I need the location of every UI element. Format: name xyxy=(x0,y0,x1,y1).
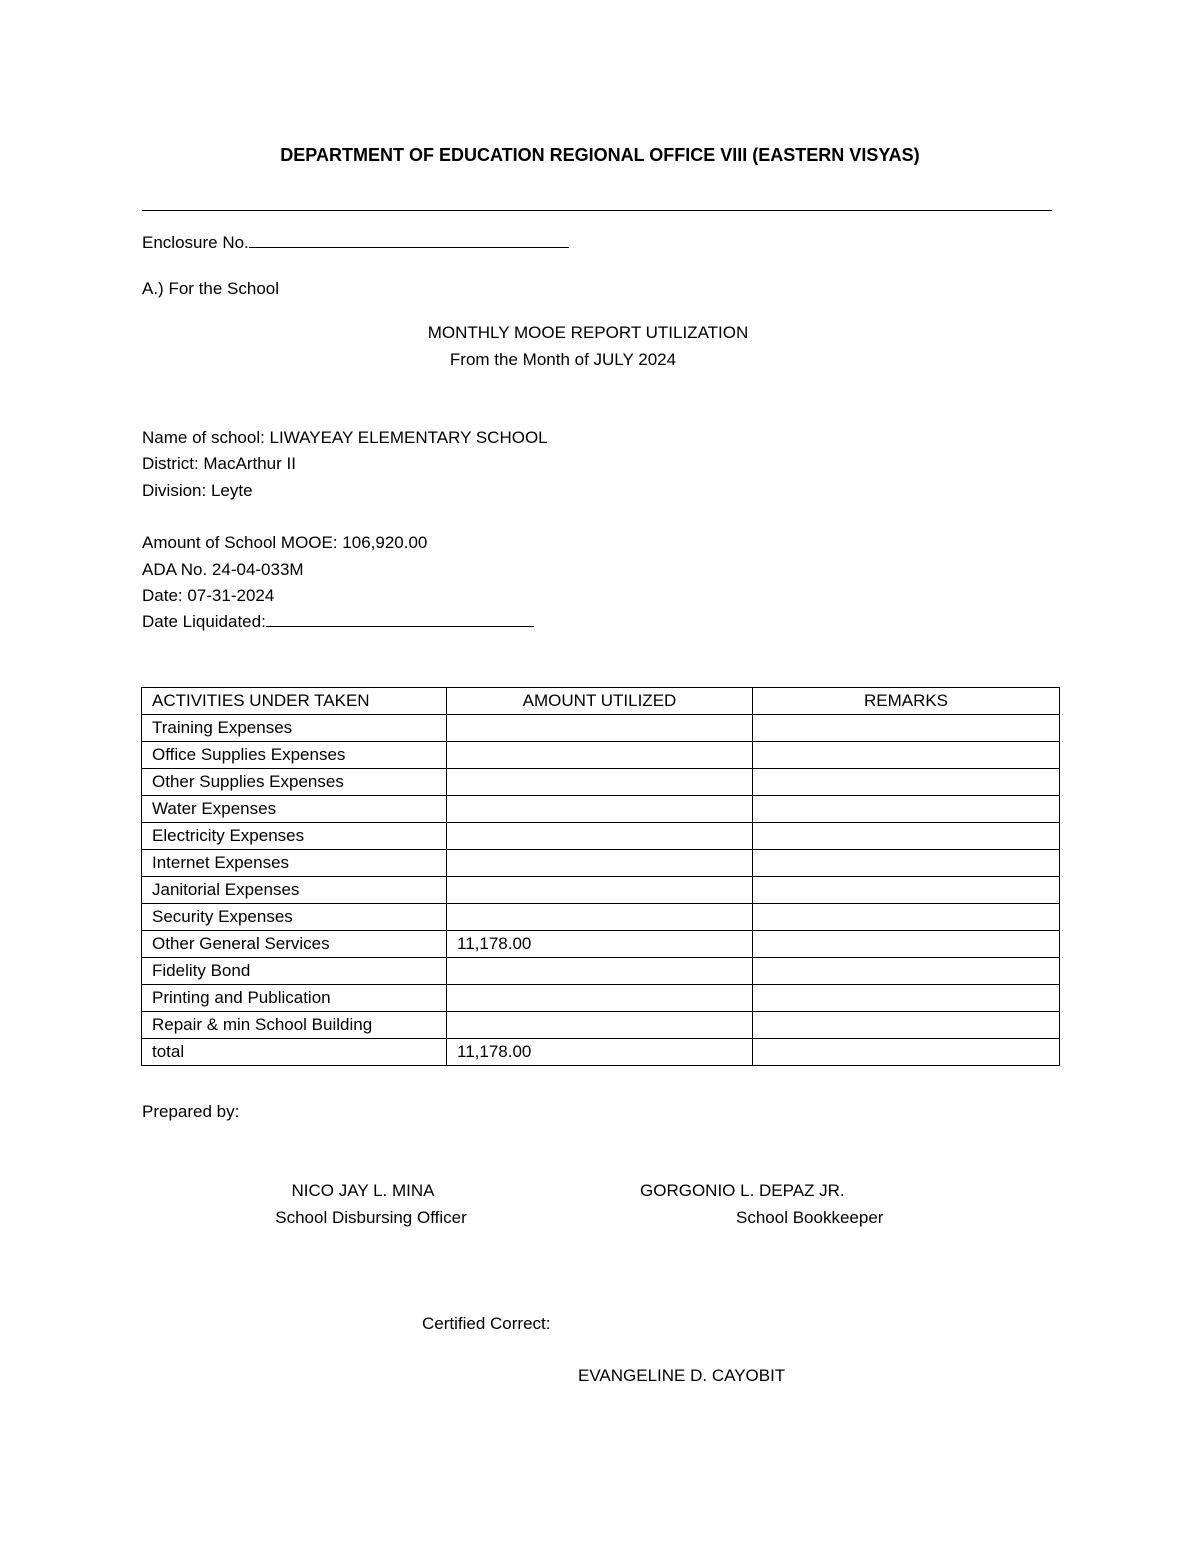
amount-cell xyxy=(447,796,753,823)
date-liquidated-line xyxy=(142,612,534,632)
prepared-by-label: Prepared by: xyxy=(142,1102,240,1121)
mooe-utilization-table xyxy=(141,687,1060,1066)
header-activities: ACTIVITIES UNDER TAKEN xyxy=(142,688,447,715)
amount-cell xyxy=(447,1012,753,1039)
bookkeeper-title: School Bookkeeper xyxy=(736,1208,884,1227)
table-row xyxy=(142,769,1060,796)
certified-correct-label: Certified Correct: xyxy=(422,1314,551,1333)
amount-cell xyxy=(447,877,753,904)
mooe-amount: Amount of School MOOE: 106,920.00 xyxy=(142,533,428,552)
amount-cell xyxy=(447,985,753,1012)
remarks-cell xyxy=(753,958,1060,985)
table-row xyxy=(142,850,1060,877)
date-liquidated-label: Date Liquidated: xyxy=(142,612,266,631)
table-row xyxy=(142,985,1060,1012)
remarks-cell xyxy=(753,742,1060,769)
school-name: Name of school: LIWAYEAY ELEMENTARY SCHOOL xyxy=(142,428,548,447)
title-divider xyxy=(142,210,1052,211)
enclosure-line xyxy=(142,233,569,253)
total-label-cell: total xyxy=(142,1039,447,1066)
report-date: Date: 07-31-2024 xyxy=(142,586,275,605)
report-period: From the Month of JULY 2024 xyxy=(449,350,677,369)
remarks-cell xyxy=(753,796,1060,823)
report-title: MONTHLY MOOE REPORT UTILIZATION xyxy=(427,323,749,342)
remarks-cell xyxy=(753,850,1060,877)
remarks-cell xyxy=(753,715,1060,742)
table-row xyxy=(142,904,1060,931)
bookkeeper-name: GORGONIO L. DEPAZ JR. xyxy=(640,1181,845,1200)
table-row xyxy=(142,715,1060,742)
date-liquidated-blank xyxy=(266,612,534,627)
remarks-cell xyxy=(753,904,1060,931)
activity-cell: Training Expenses xyxy=(142,715,447,742)
remarks-cell xyxy=(753,877,1060,904)
table-row xyxy=(142,958,1060,985)
enclosure-label: Enclosure No. xyxy=(142,233,249,252)
amount-cell xyxy=(447,769,753,796)
activity-cell: Fidelity Bond xyxy=(142,958,447,985)
activity-cell: Other Supplies Expenses xyxy=(142,769,447,796)
certifier-name: EVANGELINE D. CAYOBIT xyxy=(578,1366,786,1385)
remarks-cell xyxy=(753,823,1060,850)
school-division: Division: Leyte xyxy=(142,481,253,500)
remarks-cell xyxy=(753,1039,1060,1066)
remarks-cell xyxy=(753,985,1060,1012)
table-header-row xyxy=(142,688,1060,715)
activity-cell: Janitorial Expenses xyxy=(142,877,447,904)
table-row xyxy=(142,931,1060,958)
activity-cell: Electricity Expenses xyxy=(142,823,447,850)
activity-cell: Water Expenses xyxy=(142,796,447,823)
table-row xyxy=(142,796,1060,823)
total-row xyxy=(142,1039,1060,1066)
enclosure-blank xyxy=(249,233,569,248)
activity-cell: Office Supplies Expenses xyxy=(142,742,447,769)
table-row xyxy=(142,742,1060,769)
remarks-cell xyxy=(753,1012,1060,1039)
total-amount-cell: 11,178.00 xyxy=(447,1039,753,1066)
table-row xyxy=(142,877,1060,904)
amount-cell xyxy=(447,958,753,985)
table-row xyxy=(142,1012,1060,1039)
amount-cell xyxy=(447,823,753,850)
officer-title: School Disbursing Officer xyxy=(275,1208,467,1227)
amount-cell: 11,178.00 xyxy=(447,931,753,958)
table-row xyxy=(142,823,1060,850)
header-remarks: REMARKS xyxy=(753,688,1060,715)
activity-cell: Repair & min School Building xyxy=(142,1012,447,1039)
officer-name: NICO JAY L. MINA xyxy=(291,1181,435,1200)
remarks-cell xyxy=(753,931,1060,958)
document-title: DEPARTMENT OF EDUCATION REGIONAL OFFICE VIII (EASTERN VISYAS) xyxy=(280,145,920,165)
amount-cell xyxy=(447,850,753,877)
activity-cell: Security Expenses xyxy=(142,904,447,931)
amount-cell xyxy=(447,742,753,769)
amount-cell xyxy=(447,715,753,742)
remarks-cell xyxy=(753,769,1060,796)
activity-cell: Printing and Publication xyxy=(142,985,447,1012)
ada-number: ADA No. 24-04-033M xyxy=(142,560,304,579)
activity-cell: Internet Expenses xyxy=(142,850,447,877)
section-label: A.) For the School xyxy=(142,279,280,298)
header-amount: AMOUNT UTILIZED xyxy=(447,688,753,715)
amount-cell xyxy=(447,904,753,931)
activity-cell: Other General Services xyxy=(142,931,447,958)
school-district: District: MacArthur II xyxy=(142,454,296,473)
